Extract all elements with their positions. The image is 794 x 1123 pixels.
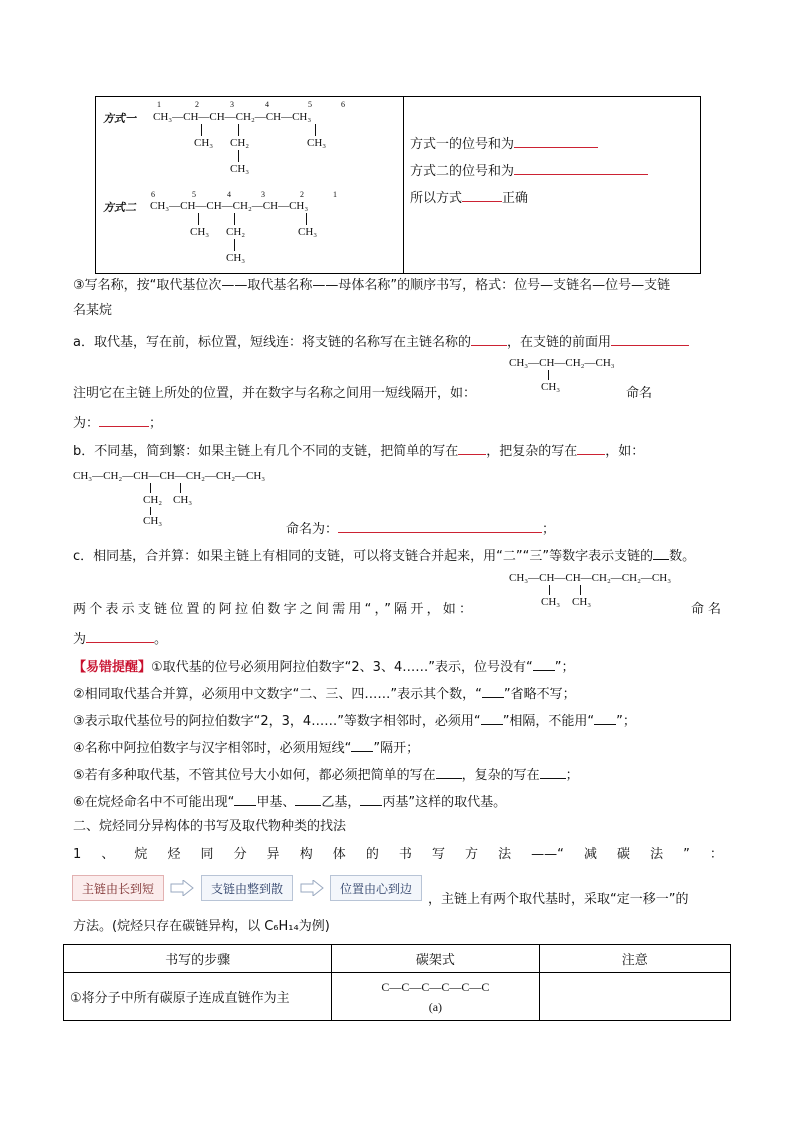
s2-1-c7: 构 [299, 847, 313, 862]
m1-bond-3 [238, 150, 239, 162]
m1-sub-2a: CH₂ [230, 137, 250, 149]
tip-2-end: ”省略不写； [503, 687, 576, 702]
row-note [539, 973, 730, 1021]
s2-1-c14: ——“ [531, 847, 564, 862]
tip-5 [73, 764, 579, 785]
m2-num-6: 6 [151, 190, 155, 199]
tip-5-text: ⑤若有多种取代基，不管其位号大小如何，都必须把简单的写在 [73, 768, 436, 783]
a-line1 [73, 331, 689, 352]
table-row [64, 973, 731, 1021]
b-chem-sub-1: CH₂ [143, 494, 163, 506]
tip-1-text: ①取代基的位号必须用阿拉伯数字“2、3、4……”表示，位号没有“ [151, 660, 533, 675]
b-chem-bond-3 [180, 483, 181, 493]
flow-arrow-2-icon [300, 880, 324, 896]
tip-3-blank-b[interactable] [594, 710, 616, 725]
method2-sum-line [410, 160, 648, 181]
row-skeleton-cell [332, 973, 539, 1021]
s2-1-c4: 同 [200, 847, 214, 862]
s2-1-c18: ” [683, 847, 690, 862]
method1-label: 方式一 [103, 112, 136, 125]
m1-num-5: 5 [308, 100, 312, 109]
b-chem-bond-2 [150, 507, 151, 515]
a-line3-end: ； [149, 416, 163, 431]
b-line1-text-c: ，如： [605, 444, 645, 459]
s2-1-c15: 减 [583, 847, 597, 862]
a-blank-position[interactable] [471, 331, 507, 346]
m2-sub-3: CH₃ [298, 226, 318, 238]
a-line1-text: a．取代基，写在前，标位置，短线连：将支链的名称写在主链名称的 [73, 335, 471, 350]
flow-arrow-1-icon [170, 880, 194, 896]
s2-1-c16: 碳 [617, 847, 631, 862]
c-line1-text: c．相同基，合并算：如果主链上有相同的支链，可以将支链合并起来，用“二”“三”等数字表示支链的 [73, 549, 654, 564]
method2-main-chain: CH₃—CH—CH—CH₂—CH—CH₃ [150, 200, 309, 212]
steps-table-header [64, 945, 731, 973]
row-step: ①将分子中所有碳原子连成直链作为主 [64, 973, 332, 1021]
m1-num-6: 6 [341, 100, 345, 109]
flow-step-1: 主链由长到短 [72, 875, 164, 901]
method2-sum-blank[interactable] [514, 160, 648, 175]
s2-1-c13: 法 [498, 847, 512, 862]
m2-bond-2 [234, 213, 235, 225]
a-line3-text: 为： [73, 416, 100, 431]
a-blank-name[interactable] [99, 412, 149, 427]
tip-4-text: ④名称中阿拉伯数字与汉字相邻时，必须用短线“ [73, 741, 352, 756]
tip-6-blank-c[interactable] [360, 791, 382, 806]
tip-4 [73, 737, 419, 758]
m1-num-3: 3 [230, 100, 234, 109]
b-name-text: 命名为： [286, 522, 339, 537]
method2-numbers [150, 190, 370, 200]
tip-6-d: 丙基”这样的取代基。 [382, 795, 507, 810]
p3-line2: 名某烷 [73, 303, 113, 318]
m2-num-2: 2 [300, 190, 304, 199]
b-name-line [286, 518, 555, 539]
m2-bond-1 [198, 213, 199, 225]
s2-1-c19: ： [709, 847, 723, 862]
p3-line1: ③写名称，按“取代基位次——取代基名称——母体名称”的顺序书写，格式：位号—支链名—位号—支链 [73, 278, 671, 293]
tip-3-mid: ”相隔，不能用“ [502, 714, 595, 729]
m2-sub-2a: CH₂ [226, 226, 246, 238]
m1-sub-3: CH₃ [307, 137, 327, 149]
m1-num-2: 2 [195, 100, 199, 109]
tip-6-blank-a[interactable] [234, 791, 256, 806]
c-line2-name: 命名 [691, 602, 726, 617]
tip-3-text: ③表示取代基位号的阿拉伯数字“2，3，4……”等数字相邻时，必须用“ [73, 714, 481, 729]
b-chem-sub-2: CH₃ [173, 494, 193, 506]
c-line3-text: 为 [73, 632, 87, 647]
s2-1-c8: 体 [332, 847, 346, 862]
method1-sum-blank[interactable] [514, 133, 598, 148]
method2-sum-text: 方式二的位号和为 [410, 164, 515, 179]
s2-1-c6: 异 [266, 847, 280, 862]
b-line1-text-b: ，把复杂的写在 [486, 444, 578, 459]
tip-4-end: ”隔开； [373, 741, 420, 756]
s2-1-line [73, 846, 723, 864]
tip-2 [73, 683, 576, 704]
m1-num-4: 4 [265, 100, 269, 109]
s2-1-c12: 方 [465, 847, 479, 862]
b-chem-sub-1b: CH₃ [143, 515, 163, 527]
correct-method-blank[interactable] [462, 187, 502, 202]
flow-after-text: ，主链上有两个取代基时，采取“定一移一”的 [428, 892, 689, 907]
correct-method-line [410, 187, 528, 208]
row-skeleton-label: (a) [428, 999, 443, 1014]
tip-6-blank-b[interactable] [295, 791, 321, 806]
tip-3-end: ”； [616, 714, 636, 729]
s2-1-c0: 1 [73, 847, 82, 862]
tip-6-c: 乙基， [321, 795, 361, 810]
tip-3 [73, 710, 636, 731]
a-chem-bond [548, 370, 549, 380]
method1-numbers [153, 100, 373, 110]
b-blank-name[interactable] [338, 518, 542, 533]
tips-title: 【易错提醒】 [73, 660, 152, 675]
a-line1-text-b: ，在支链的前面用 [506, 335, 611, 350]
c-chem-bond-2 [580, 585, 581, 595]
header-note: 注意 [539, 945, 730, 973]
m1-sub-1: CH₃ [194, 137, 214, 149]
b-blank-complex[interactable] [577, 440, 605, 455]
tip-5-blank-a[interactable] [436, 764, 462, 779]
correct-method-text-b: 正确 [502, 191, 529, 206]
b-chem-main: CH₃—CH₂—CH—CH—CH₂—CH₂—CH₃ [73, 470, 266, 482]
c-blank-name[interactable] [86, 628, 154, 643]
header-step: 书写的步骤 [64, 945, 332, 973]
m2-num-4: 4 [227, 190, 231, 199]
tip-5-mid: ，复杂的写在 [461, 768, 540, 783]
m2-sub-2b: CH₃ [226, 252, 246, 264]
s2-1-c10: 书 [398, 847, 412, 862]
flow-step-2: 支链由整到散 [201, 875, 293, 901]
numbering-box-divider [403, 96, 404, 273]
s2-1-c3: 烃 [167, 847, 181, 862]
c-chem-sub-1: CH₃ [541, 596, 561, 608]
b-line1-text: b．不同基，简到繁：如果主链上有几个不同的支链，把简单的写在 [73, 444, 459, 459]
correct-method-text-a: 所以方式 [410, 191, 463, 206]
flow-step-3: 位置由心到边 [330, 875, 422, 901]
tip-1-end: ”； [554, 660, 575, 675]
tip-6-b: 甲基、 [256, 795, 296, 810]
c-chem-sub-2: CH₃ [572, 596, 592, 608]
c-line3-end: 。 [154, 632, 168, 647]
c-line1 [73, 545, 695, 566]
m2-bond-3 [234, 239, 235, 251]
a-line2-name: 命名 [626, 386, 653, 401]
c-line2: 两个表示支链位置的阿拉伯数字之间需用“，”隔开，如： [73, 602, 476, 617]
tip-2-blank[interactable] [482, 683, 504, 698]
tip-6 [73, 791, 506, 812]
m2-num-5: 5 [192, 190, 196, 199]
section2-title: 二、烷烃同分异构体的书写及取代物种类的找法 [73, 819, 347, 834]
m1-bond-4 [315, 124, 316, 136]
m1-num-1: 1 [157, 100, 161, 109]
method2-label: 方式二 [103, 201, 136, 214]
tip-3-blank-a[interactable] [481, 710, 503, 725]
tip-5-blank-b[interactable] [540, 764, 566, 779]
m2-sub-1: CH₃ [190, 226, 210, 238]
c-chem-bond-1 [549, 585, 550, 595]
a-chem-sub: CH₃ [541, 381, 561, 393]
header-skeleton: 碳架式 [332, 945, 539, 973]
m1-sub-2b: CH₃ [230, 163, 250, 175]
tip-1-blank[interactable] [533, 656, 555, 671]
steps-table [63, 944, 731, 1021]
m2-bond-4 [306, 213, 307, 225]
s2-1-c17: 法 [650, 847, 664, 862]
b-chem-bond-1 [150, 483, 151, 493]
b-name-end: ； [542, 522, 556, 537]
s2-1-c5: 分 [233, 847, 247, 862]
b-line1 [73, 440, 644, 461]
a-line2: 注明它在主链上所处的位置，并在数字与名称之间用一短线隔开，如： [73, 386, 477, 401]
s2-1-c11: 写 [431, 847, 445, 862]
s2-1-c1: 、 [101, 847, 115, 862]
method-line: 方法。(烷烃只存在碳链异构，以 C₆H₁₄为例) [73, 919, 330, 934]
m1-bond-2 [238, 124, 239, 136]
method1-sum-line [410, 133, 598, 154]
s2-1-c2: 烷 [134, 847, 148, 862]
tip-1 [73, 656, 574, 677]
a-line3 [73, 412, 162, 433]
a-chem-main: CH₃—CH—CH₂—CH₃ [509, 357, 615, 369]
tip-2-text: ②相同取代基合并算，必须用中文数字“二、三、四……”表示其个数，“ [73, 687, 482, 702]
a-blank-marker[interactable] [611, 331, 689, 346]
m2-num-3: 3 [261, 190, 265, 199]
c-chem-main: CH₃—CH—CH—CH₂—CH₂—CH₃ [509, 572, 672, 584]
method1-sum-text: 方式一的位号和为 [410, 137, 515, 152]
tip-5-end: ； [565, 768, 579, 783]
c-line1-text-b: 数。 [669, 549, 696, 564]
tip-4-blank[interactable] [351, 737, 373, 752]
c-blank-count[interactable] [653, 545, 669, 560]
m1-bond-1 [201, 124, 202, 136]
c-line3 [73, 628, 167, 649]
row-skeleton: C—C—C—C—C—C [381, 979, 490, 994]
tip-6-text: ⑥在烷烃命名中不可能出现“ [73, 795, 235, 810]
method1-main-chain: CH₃—CH—CH—CH₂—CH—CH₃ [153, 111, 312, 123]
b-blank-simple[interactable] [458, 440, 486, 455]
m2-num-1: 1 [333, 190, 337, 199]
s2-1-c9: 的 [365, 847, 379, 862]
